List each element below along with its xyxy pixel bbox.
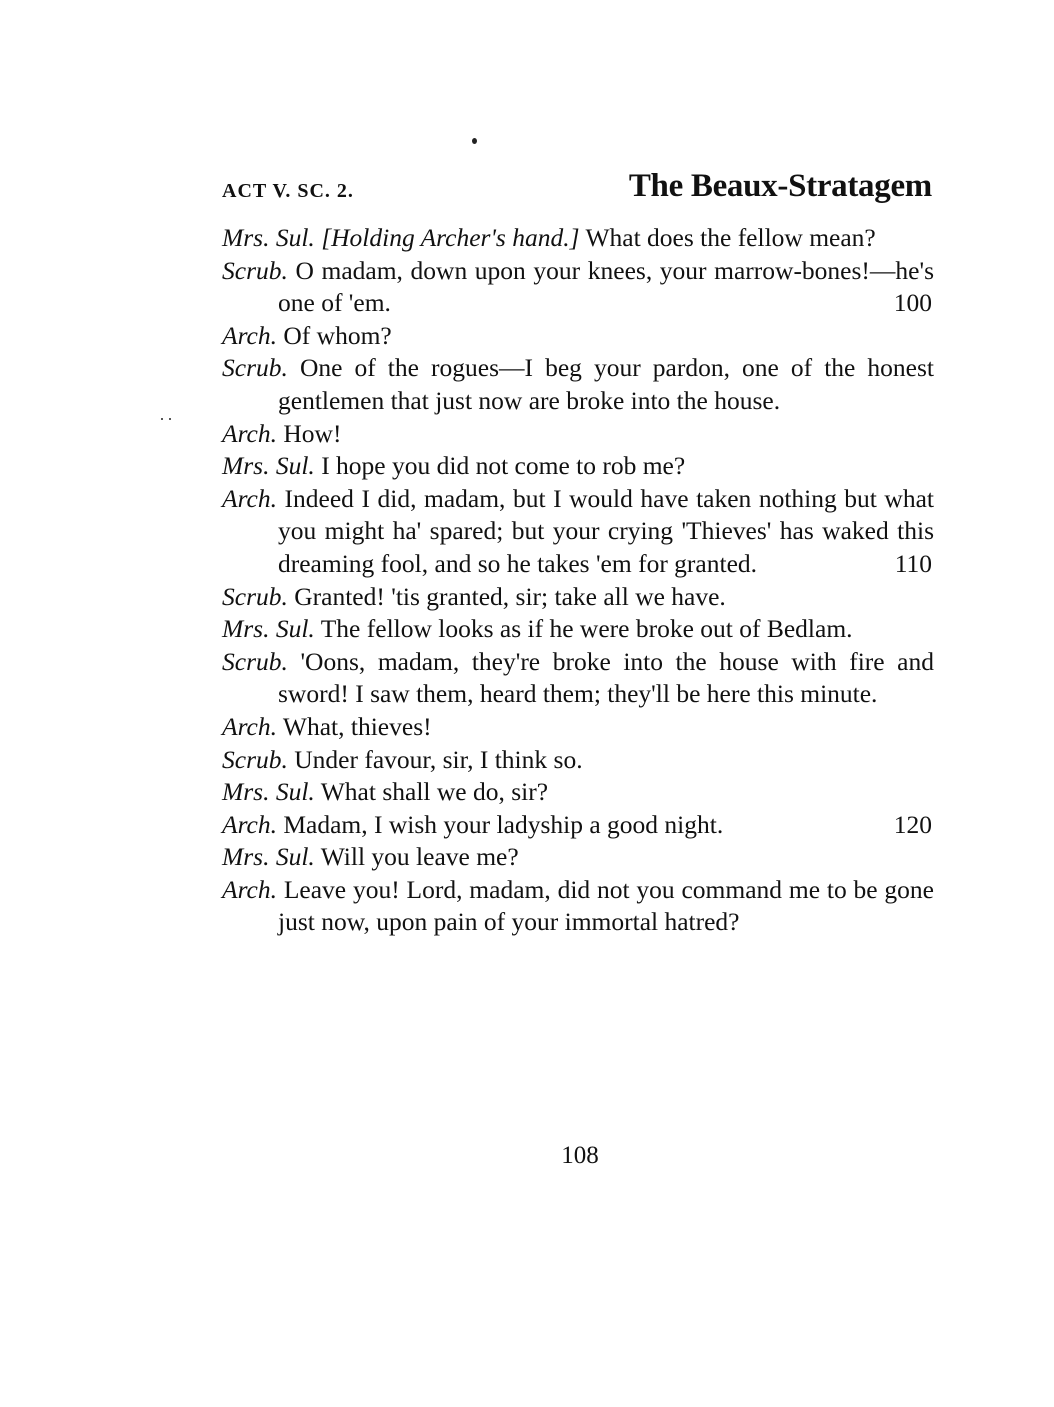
speech-text: Leave you! Lord, madam, did not you command me to be gone just now, upon pain of your immortal hatred? (278, 874, 935, 937)
running-head (222, 168, 932, 208)
page-number: 108 (561, 1142, 599, 1169)
speech (222, 222, 934, 255)
speaker-name: Mrs. Sul. (222, 223, 315, 252)
speech-text: O madam, down upon your knees, your marrow-bones!—he's one of 'em. (278, 255, 935, 318)
speech (222, 711, 934, 744)
speech (222, 352, 934, 417)
speech-text: Indeed I did, madam, but I would have taken nothing but what you might ha' spared; but your crying 'Thieves' has waked this dreaming fool, and so he takes 'em for granted. (278, 483, 934, 578)
line-number: 110 (894, 548, 932, 578)
speaker-name: Arch. (222, 418, 277, 448)
speaker-name: Arch. (222, 711, 277, 741)
line-number: 100 (893, 288, 932, 318)
speech-text: The fellow looks as if he were broke out of Bedlam. (320, 614, 853, 644)
speech-text: Of whom? (283, 320, 392, 350)
speech (222, 483, 934, 581)
play-text (222, 222, 934, 939)
speech-text: What does the fellow mean? (585, 223, 876, 252)
speaker-name: Arch. (222, 874, 277, 904)
speech-text: Madam, I wish your ladyship a good night. (283, 809, 724, 839)
speaker-name: Scrub. (222, 646, 288, 676)
stage-direction: [Holding Archer's hand.] (321, 223, 580, 252)
speaker-name: Arch. (222, 809, 277, 839)
speaker-name: Scrub. (222, 581, 288, 611)
speech (222, 646, 934, 711)
speaker-name: Arch. (222, 320, 277, 350)
speaker-name: Mrs. Sul. (222, 842, 315, 872)
speech-text: What shall we do, sir? (320, 777, 549, 807)
speech (222, 581, 934, 614)
speech-text: What, thieves! (282, 711, 432, 741)
speech (222, 450, 934, 483)
speaker-name: Scrub. (222, 255, 288, 285)
speech-text: Under favour, sir, I think so. (294, 744, 583, 774)
speech (222, 776, 934, 809)
speech (222, 809, 934, 842)
book-title: The Beaux-Stratagem (628, 168, 932, 204)
print-speck (169, 418, 171, 420)
speaker-name: Mrs. Sul. (222, 777, 315, 807)
line-number: 120 (893, 809, 932, 839)
speaker-name: Mrs. Sul. (222, 451, 315, 481)
speech-text: I hope you did not come to rob me? (321, 451, 686, 481)
print-speck (472, 138, 477, 144)
speech-text: Will you leave me? (320, 842, 519, 872)
speech-text: Granted! 'tis granted, sir; take all we have. (294, 581, 726, 611)
speaker-name: Scrub. (222, 353, 288, 383)
speech-text: How! (283, 418, 342, 448)
speech (222, 320, 934, 353)
speech (222, 255, 934, 320)
speaker-name: Scrub. (222, 744, 288, 774)
print-speck (161, 418, 163, 420)
speech (222, 874, 934, 939)
speech-text: One of the rogues—I beg your pardon, one of the honest gentlemen that just now are broke into the house. (278, 353, 935, 415)
speaker-name: Mrs. Sul. (222, 614, 315, 644)
speaker-name: Arch. (222, 483, 277, 513)
speech (222, 841, 934, 874)
speech (222, 744, 934, 777)
act-scene-label: ACT V. SC. 2. (222, 180, 354, 202)
speech (222, 418, 934, 451)
speech-text: 'Oons, madam, they're broke into the house with fire and sword! I saw them, heard them; they'll be here this minute. (278, 646, 935, 709)
speech (222, 613, 934, 646)
